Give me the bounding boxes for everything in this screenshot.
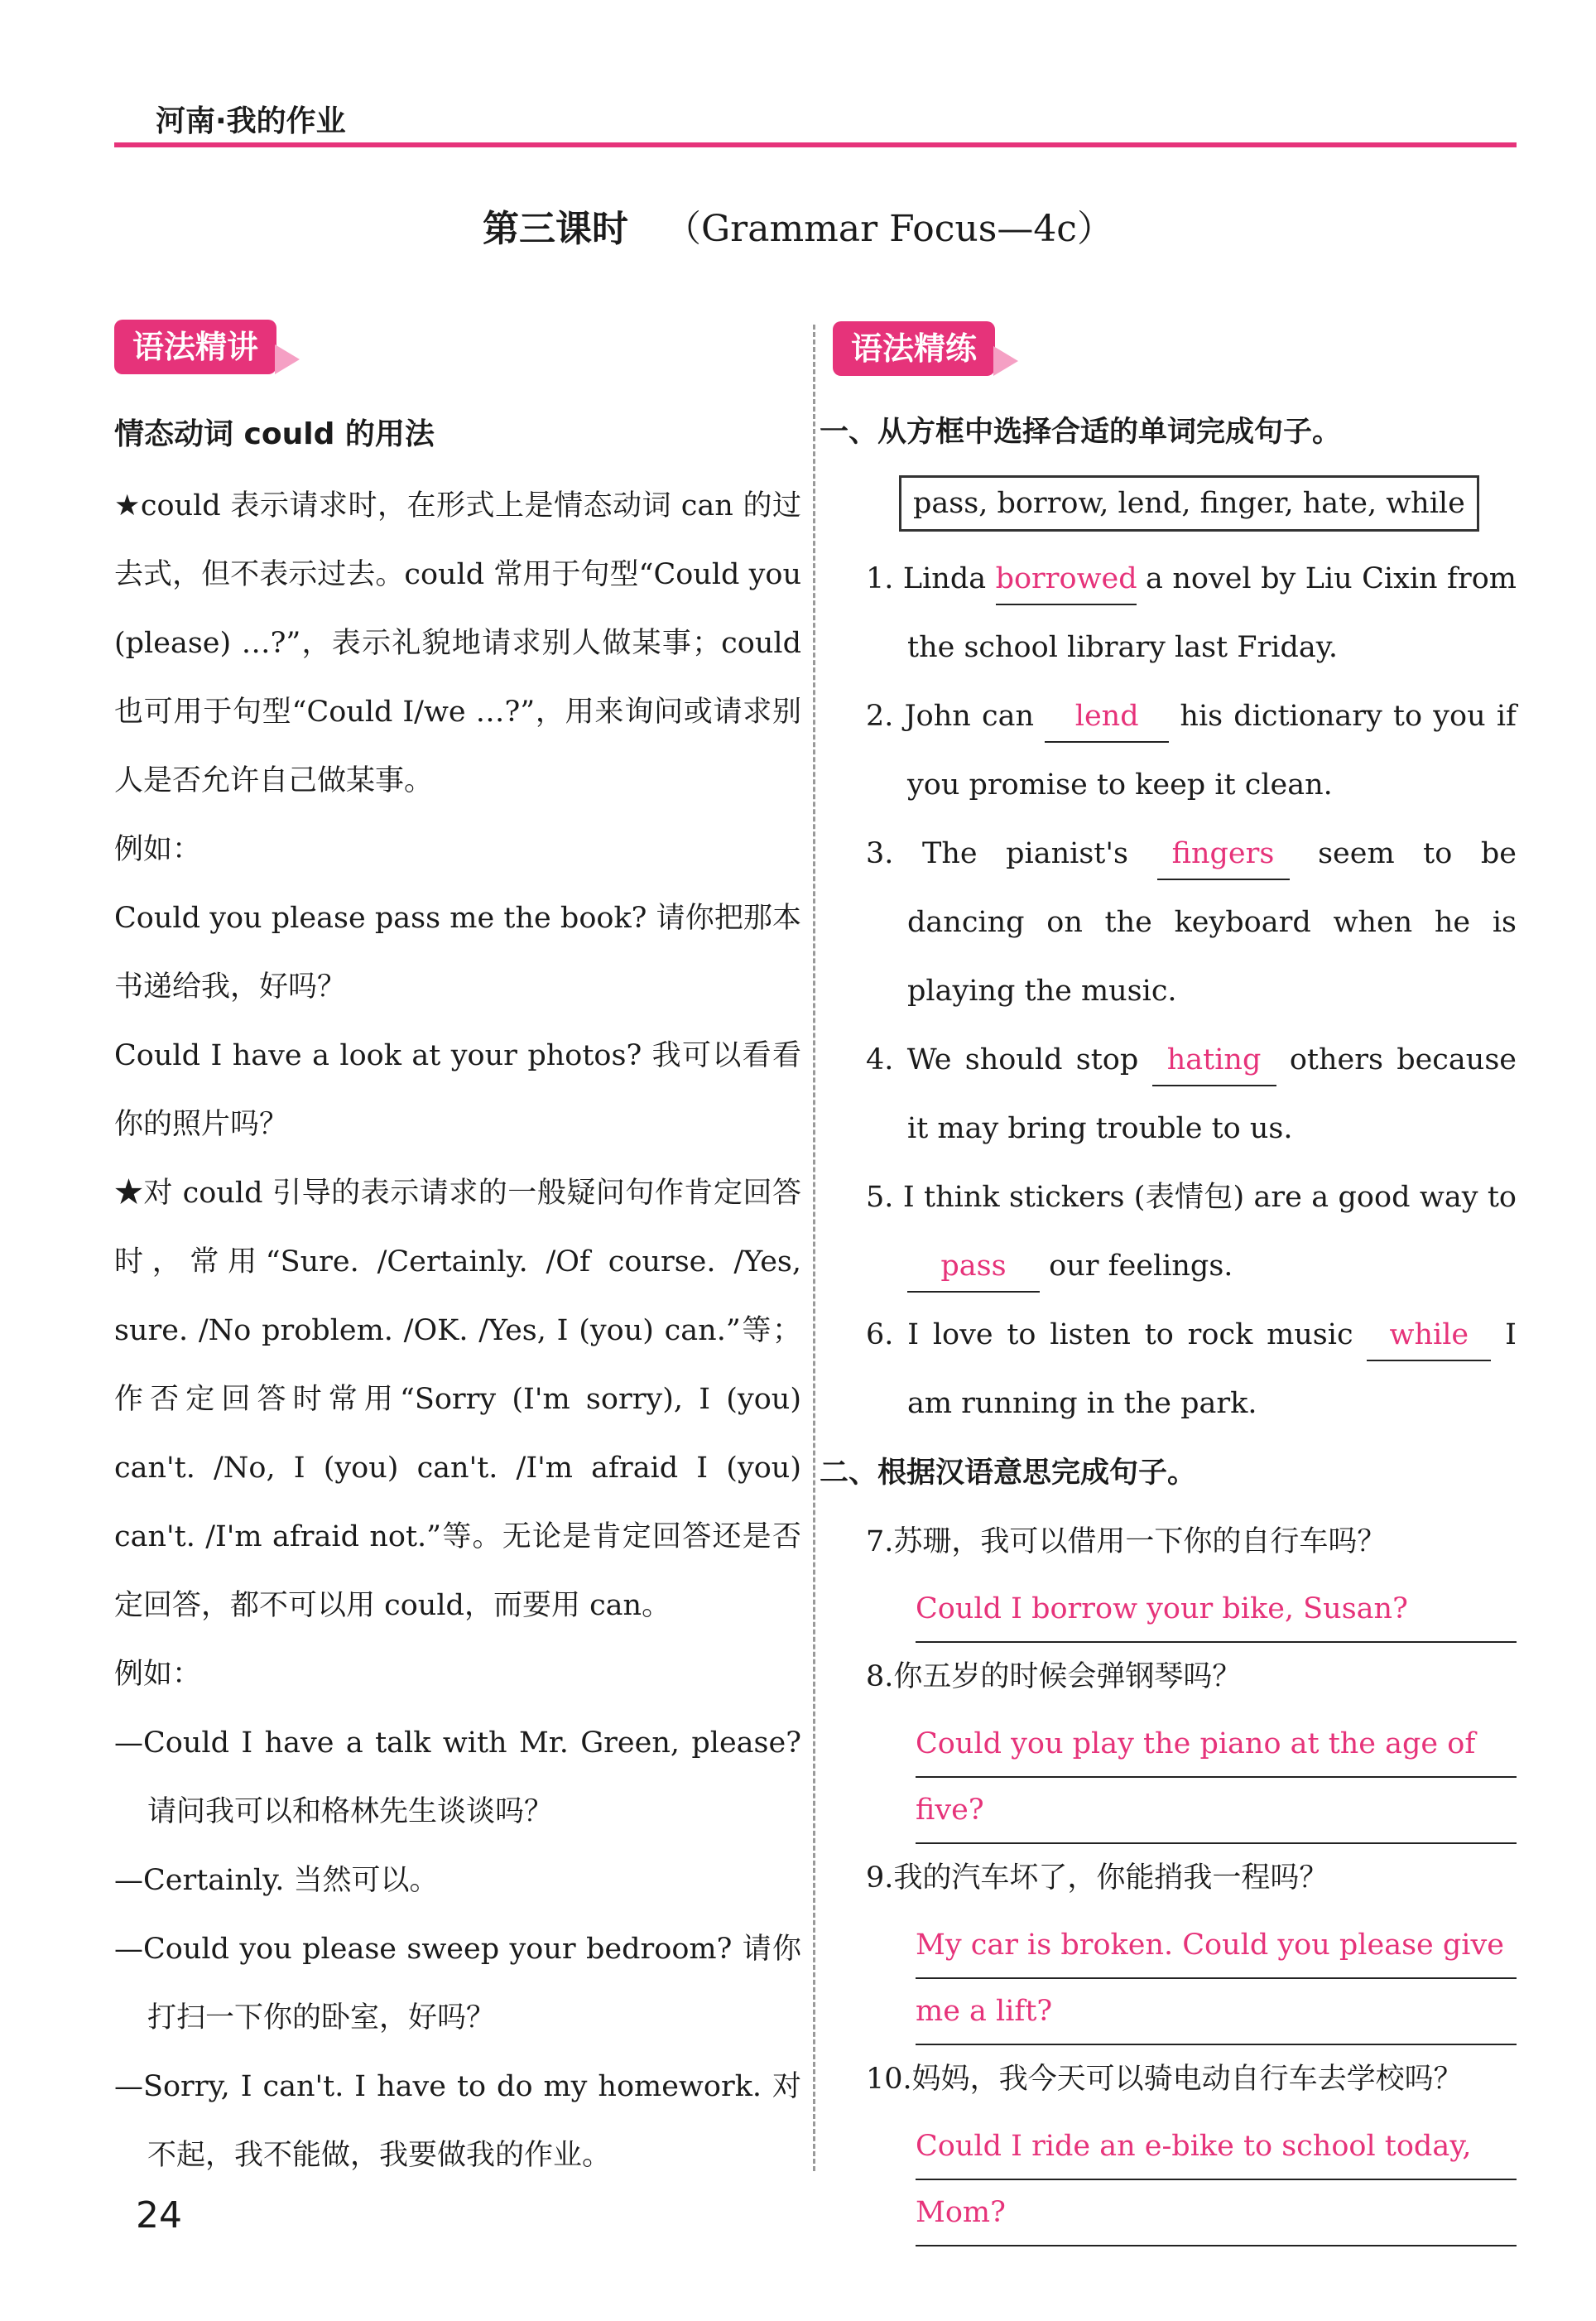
answer-blank: pass	[907, 1241, 1040, 1293]
item-number: 7.	[866, 1525, 894, 1558]
item-number: 4.	[866, 1043, 894, 1076]
answer-line: five?	[916, 1778, 1517, 1844]
chinese-prompt: 妈妈，我今天可以骑电动自行车去学校吗？	[911, 2063, 1463, 2096]
answer-line: Could I ride an e-bike to school today,	[916, 2114, 1517, 2180]
item-text: seem to be dancing on the keyboard when he is playing the music.	[907, 837, 1517, 1008]
answer-blank: fingers	[1157, 829, 1290, 880]
item-number: 3.	[866, 837, 894, 870]
answer-line: Could I borrow your bike, Susan?	[916, 1577, 1517, 1643]
dialogue-line: —Could I have a talk with Mr. Green, please? 请问我可以和格林先生谈谈吗？	[114, 1726, 801, 1828]
translation-question	[833, 1844, 1517, 1913]
exercise-item	[833, 545, 1517, 682]
answer-blank: lend	[1045, 691, 1169, 743]
item-number: 5.	[866, 1181, 894, 1214]
grammar-explain-tag: 语法精讲	[114, 320, 276, 374]
grammar-explanation	[114, 397, 801, 2190]
example-sentence: Could I have a look at your photos? 我可以看看你的照片吗？	[114, 1039, 801, 1141]
item-number: 2.	[866, 700, 894, 733]
translation-question	[833, 2045, 1517, 2114]
lesson-title	[0, 199, 1596, 252]
section-one-heading: 一、从方框中选择合适的单词完成句子。	[820, 416, 1342, 449]
translation-question	[833, 1508, 1517, 1577]
item-number: 9.	[866, 1861, 894, 1895]
page-number: 24	[136, 2194, 182, 2237]
dialogue-line: —Could you please sweep your bedroom? 请你打扫一下你的卧室，好吗？	[114, 1933, 801, 2034]
chinese-prompt: 苏珊，我可以借用一下你的自行车吗？	[893, 1525, 1387, 1558]
item-text: his dictionary to you if you promise to keep it clean.	[907, 700, 1517, 802]
lesson-title-zh: 第三课时	[483, 208, 629, 250]
item-number: 10.	[866, 2063, 912, 2096]
exercise-item	[833, 1163, 1517, 1301]
lesson-title-en: （Grammar Focus—4c）	[665, 208, 1113, 250]
word-box: pass, borrow, lend, finger, hate, while	[899, 475, 1479, 532]
item-text: Linda	[902, 562, 987, 595]
exercise-item	[833, 1301, 1517, 1438]
page-header	[114, 93, 1517, 147]
answer-blank: while	[1367, 1310, 1491, 1361]
column-divider	[813, 325, 815, 2171]
item-text: I think stickers (表情包) are a good way to	[902, 1181, 1517, 1214]
answer-blank: hating	[1152, 1035, 1276, 1086]
chinese-prompt: 我的汽车坏了，你能捎我一程吗？	[893, 1861, 1329, 1895]
example-label: 例如：	[114, 1658, 202, 1691]
answer-line: My car is broken. Could you please give	[916, 1913, 1517, 1979]
item-text: others because it may bring trouble to us.	[907, 1043, 1517, 1145]
grammar-practice-tag: 语法精练	[833, 321, 995, 376]
item-text: our feelings.	[1049, 1250, 1233, 1283]
item-number: 8.	[866, 1660, 894, 1693]
item-text: John can	[904, 700, 1034, 733]
section-two-heading: 二、根据汉语意思完成句子。	[820, 1457, 1197, 1490]
translation-question	[833, 1643, 1517, 1712]
item-number: 1.	[866, 562, 894, 595]
answer-blank: borrowed	[996, 554, 1137, 605]
exercise-item	[833, 682, 1517, 820]
item-text: a novel by Liu Cixin from the school library last Friday.	[907, 562, 1517, 664]
example-label: 例如：	[114, 833, 202, 866]
item-number: 6.	[866, 1318, 894, 1351]
item-text: I am running in the park.	[907, 1318, 1517, 1420]
dialogue-line: —Sorry, I can't. I have to do my homework. 对不起，我不能做，我要做我的作业。	[114, 2070, 801, 2172]
exercise-item	[833, 820, 1517, 1026]
answer-line: me a lift?	[916, 1979, 1517, 2045]
grammar-heading: 情态动词 could 的用法	[114, 417, 435, 451]
answer-line: Mom?	[916, 2180, 1517, 2246]
item-text: I love to listen to rock music	[907, 1318, 1353, 1351]
header-text: 河南·我的作业	[156, 104, 346, 138]
example-sentence: Could you please pass me the book? 请你把那本书递给我，好吗？	[114, 902, 801, 1004]
explanation-paragraph: ★could 表示请求时，在形式上是情态动词 can 的过去式，但不表示过去。could 常用于句型“Could you (please) …?”，表示礼貌地请求别人做某事；could 也可用于句型“Could I/we …?”，用来询问或请求别人是否允许自己做某事。	[114, 489, 801, 797]
item-text: The pianist's	[921, 837, 1128, 870]
explanation-paragraph: ★对 could 引导的表示请求的一般疑问句作肯定回答时，常用“Sure. /Certainly. /Of course. /Yes, sure. /No problem. /OK. /Yes, I (you) can.”等；作否定回答时常用“Sorry (I'm sorry), I (you) can't. /No, I (you) can't. /I'm afraid I (you) can't. /I'm afraid not.”等。无论是肯定回答还是否定回答，都不可以用 could，而要用 can。	[114, 1177, 801, 1622]
exercise-item	[833, 1026, 1517, 1163]
item-text: We should stop	[906, 1043, 1139, 1076]
grammar-practice	[820, 397, 1517, 2246]
chinese-prompt: 你五岁的时候会弹钢琴吗？	[893, 1660, 1242, 1693]
answer-line: Could you play the piano at the age of	[916, 1712, 1517, 1778]
dialogue-line: —Certainly. 当然可以。	[114, 1864, 439, 1897]
